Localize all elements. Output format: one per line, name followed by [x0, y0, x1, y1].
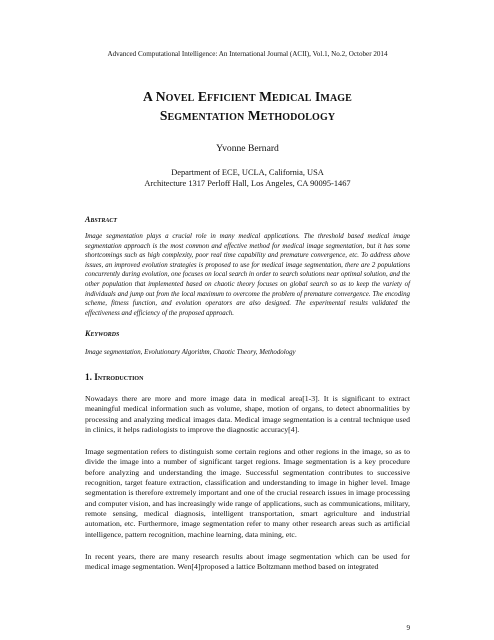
introduction-heading: 1. Introduction — [85, 371, 144, 382]
introduction-paragraph-3: In recent years, there are many research results about image segmentation which can be used for medical image segmentation. Wen[4]proposed a lattice Boltzmann method based on integrated — [85, 551, 410, 572]
introduction-paragraph-1: Nowadays there are more and more image data in medical area[1-3]. It is significant to extract meaningful medical information such as volume, shape, motion of organs, to detect abnormalities by processing and analyzing medical images data. Medical image segmentation is a central technique used in clinics, it helps radiologists to improve the diagnostic accuracy[4]. — [85, 393, 410, 434]
running-header: Advanced Computational Intelligence: An International Journal (ACII), Vol.1, No.2, October 2014 — [107, 50, 388, 58]
page-number: 9 — [406, 624, 410, 632]
author-name: Yvonne Bernard — [216, 143, 279, 154]
abstract-heading: Abstract — [85, 215, 118, 224]
paper-title-line-2: Segmentation Methodology — [159, 108, 336, 123]
paper-title — [85, 87, 410, 125]
affiliation-line-1: Department of ECE, UCLA, California, USA — [171, 168, 324, 177]
keywords-heading: Keywords — [85, 329, 120, 339]
keywords-text: Image segmentation, Evolutionary Algorithm, Chaotic Theory, Methodology — [85, 349, 296, 357]
affiliation-line-2: Architecture 1317 Perloff Hall, Los Angeles, CA 90095-1467 — [144, 179, 351, 188]
abstract-text: Image segmentation plays a crucial role in many medical applications. The threshold based medical image segmentation approach is the most common and effective method for medical image segmentation, but it has some shortcomings such as high complexity, poor real time capability and premature convergence, etc. To address above issues, an improved evolution strategies is proposed to use for medical image segmentation, there are 2 populations concurrently during evolution, one focuses on local search in order to search solutions near optimal solution, and the other population that implemented based on chaotic theory focuses on global search so as to keep the variety of individuals and jump out from the local maximum to overcome the problem of premature convergence. The encoding scheme, fitness function, and evolution operators are also designed. The experimental results validated the effectiveness and efficiency of the proposed approach. — [85, 233, 410, 317]
author-affiliation — [85, 167, 410, 189]
paper-title-line-1: A Novel Efficient Medical Image — [143, 89, 352, 104]
introduction-paragraph-2: Image segmentation refers to distinguish some certain regions and other regions in the image, so as to divide the image into a number of significant target regions. Image segmentation is a key procedure before analyzing and understanding the image. Successful segmentation contributes to successive recognition, target feature extraction, classification and understanding to image in higher level. Image segmentation is therefore extremely important and one of the crucial research issues in image processing and computer vision, and has increasingly wide range of applications, such as communications, military, remote sensing, medical diagnosis, intelligent transportation, smart agriculture and industrial automation, etc. Furthermore, image segmentation refer to many other research areas such as artificial intelligence, pattern recognition, machine learning, data mining, etc. — [85, 447, 410, 539]
